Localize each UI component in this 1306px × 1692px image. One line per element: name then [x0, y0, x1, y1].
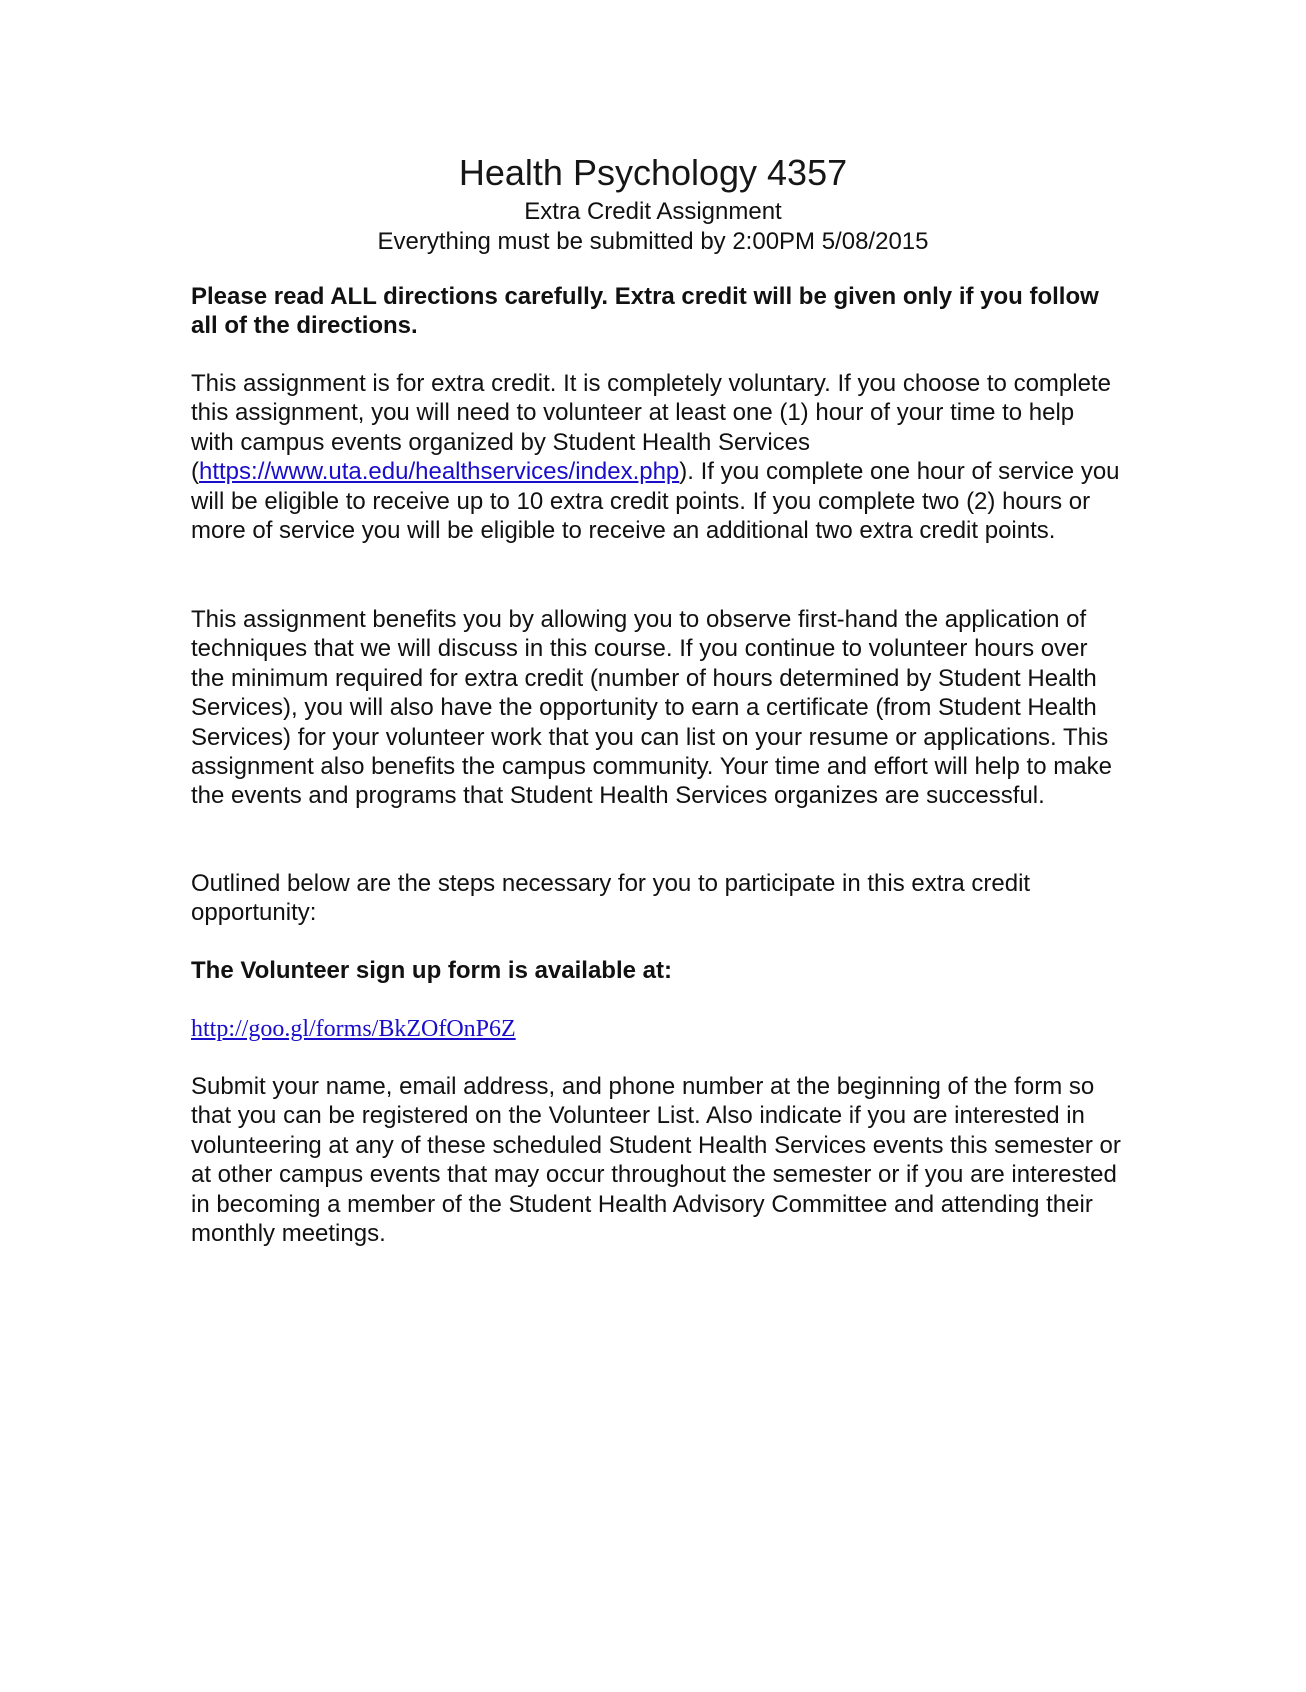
page-title: Health Psychology 4357 [458, 152, 848, 193]
health-services-link[interactable]: https://www.uta.edu/healthservices/index.php [199, 458, 680, 486]
paragraph-extra-credit-overview [191, 369, 1121, 545]
paragraph-text-before-link: This assignment is for extra credit. It is completely voluntary. If you choose to complete this assignment, you will need to volunteer at least one (1) hour of your time to help with campus events organized by Student Health Services ( [191, 370, 1111, 486]
paragraph-submission-instructions: Submit your name, email address, and phone number at the beginning of the form so that you can be registered on the Volunteer List. Also indicate if you are interested in volunteering at any of these scheduled Student Health Services events this semester or at other campus events that may occur throughout the semester or if you are interested in becoming a member of the Student Health Advisory Committee and attending their monthly meetings. [191, 1073, 1121, 1248]
deadline-text: Everything must be submitted by 2:00PM 5/08/2015 [377, 228, 929, 255]
directions-warning: Please read ALL directions carefully. Extra credit will be given only if you follow all of the directions. [191, 283, 1099, 340]
form-heading: The Volunteer sign up form is available at: [191, 957, 672, 984]
volunteer-form-link[interactable]: http://goo.gl/forms/BkZOfOnP6Z [191, 1016, 516, 1042]
page-subtitle: Extra Credit Assignment [524, 198, 782, 225]
paragraph-text-after-link: ). If you complete one hour of service you will be eligible to receive up to 10 extra credit points. If you complete two (2) hours or more of service you will be eligible to receive an additional two extra credit points. [191, 458, 1120, 545]
paragraph-benefits: This assignment benefits you by allowing you to observe first-hand the application of techniques that we will discuss in this course. If you continue to volunteer hours over the minimum required for extra credit (number of hours determined by Student Health Services), you will also have the opportunity to earn a certificate (from Student Health Services) for your volunteer work that you can list on your resume or applications. This assignment also benefits the campus community. Your time and effort will help to make the events and programs that Student Health Services organizes are successful. [191, 606, 1112, 810]
form-link-paragraph [191, 1014, 1121, 1044]
paragraph-steps-intro: Outlined below are the steps necessary for you to participate in this extra credit opportunity: [191, 870, 1031, 927]
